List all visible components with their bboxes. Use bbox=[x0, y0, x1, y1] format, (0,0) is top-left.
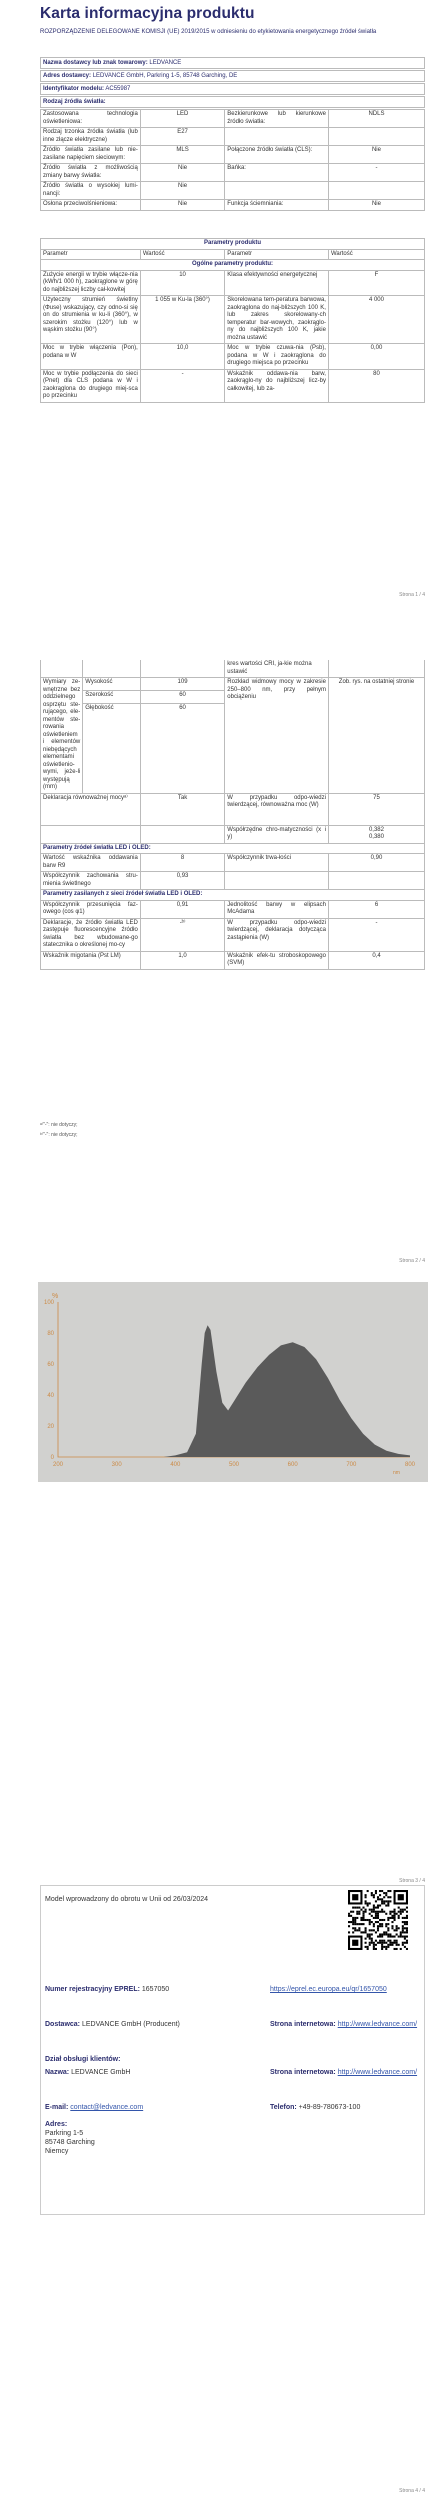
height-value: 109 bbox=[140, 678, 224, 691]
width-label: Szerokość bbox=[83, 690, 141, 703]
website2-link[interactable]: http://www.ledvance.com/ bbox=[337, 2069, 418, 2076]
width-value: 60 bbox=[140, 690, 224, 703]
page-2 bbox=[0, 640, 445, 1280]
general-param-value: - bbox=[140, 369, 224, 402]
mains-param-value-2: 6 bbox=[328, 900, 424, 918]
type-param-value-2: Nie bbox=[328, 146, 424, 164]
address-line-2: 85748 Garching bbox=[45, 2139, 95, 2146]
mains-param-value: -ᵇ⁾ bbox=[140, 918, 224, 951]
type-param-value-2: NDLS bbox=[328, 110, 424, 128]
mains-param-label: Deklaracje, że źródło światła LED zastępuje fluorescencyjne źródło światła bez wbudowane-go statecznika o określonej mo-cy bbox=[41, 918, 141, 951]
col-param-1: Parametr bbox=[41, 249, 141, 260]
general-param-label: Moc w trybie podłączenia do sieci (Pnet) dla CLS podana w W i zaokrąglona do drugiego miej-sca po przecinku bbox=[41, 369, 141, 402]
subtitle: ROZPORZĄDZENIE DELEGOWANE KOMISJI (UE) 2019/2015 w odniesieniu do etykietowania energetycznego źródeł światła bbox=[40, 29, 377, 35]
type-param-label-2: Bezkierunkowe lub kierunkowe źródło światła: bbox=[225, 110, 329, 128]
qr-code-icon[interactable] bbox=[348, 1890, 408, 1950]
mains-params-header: Parametry zasilanych z sieci źródeł światła LED i OLED: bbox=[41, 890, 425, 901]
led-param-label: Wartość wskaźnika oddawania barw R9 bbox=[41, 854, 141, 872]
page-number: Strona 4 / 4 bbox=[399, 2488, 425, 2494]
address-block bbox=[45, 2120, 95, 2156]
type-param-label: Osłona przeciwolśnieniowa: bbox=[41, 200, 141, 211]
type-param-label-2 bbox=[225, 128, 329, 146]
type-param-value: E27 bbox=[140, 128, 224, 146]
x-tick-label: 600 bbox=[287, 1462, 298, 1468]
type-param-value-2: - bbox=[328, 164, 424, 182]
general-param-value-2: 4 000 bbox=[328, 296, 424, 344]
dimensions-label: Wymiary ze-wnętrzne bez oddzielnego osprzętu ste-rującego, ele-mentów ste-rowania oświetleniem i elementów niebędących elementami oświetlenio-wymi, jeże-li występują (mm) bbox=[41, 678, 83, 794]
page-number: Strona 2 / 4 bbox=[399, 1258, 425, 1264]
eprel-label: Numer rejestracyjny EPREL: bbox=[45, 1986, 140, 1993]
y-tick-label: 100 bbox=[43, 1300, 54, 1306]
y-tick-label: 0 bbox=[50, 1455, 54, 1461]
mains-param-label-2: W przypadku odpo-wiedzi twierdzącej, deklaracja dotycząca zastąpienia (W) bbox=[225, 918, 329, 951]
website2-label: Strona internetowa: bbox=[270, 2069, 336, 2076]
market-text: Model wprowadzony do obrotu w Unii od 26/03/2024 bbox=[45, 1896, 209, 1903]
type-row bbox=[41, 146, 425, 164]
website-link[interactable]: http://www.ledvance.com/ bbox=[337, 2021, 418, 2028]
email-label: E-mail: bbox=[45, 2104, 69, 2111]
led-row bbox=[41, 854, 425, 872]
model-row bbox=[40, 83, 425, 95]
type-param-label: Zastosowana technologia oświetleniowa: bbox=[41, 110, 141, 128]
equiv-label: Deklaracja równoważnej mocyᵃ⁾ bbox=[41, 793, 141, 825]
general-param-label-2: Klasa efektywności energetycznej bbox=[225, 270, 329, 296]
name-label: Nazwa: bbox=[45, 2069, 70, 2076]
footnote-b: ᵇ⁾"-": nie dotyczy; bbox=[40, 1132, 78, 1138]
type-param-label: Źródło światła zasilane lub nie-zasilane napięciem sieciowym: bbox=[41, 146, 141, 164]
address-label: Adres: bbox=[45, 2121, 68, 2128]
spectral-chart-svg bbox=[38, 1282, 428, 1482]
service-header-text: Dział obsługi klientów: bbox=[45, 2056, 121, 2063]
led-param-label: Współczynnik zachowania stru-mienia świetlnego bbox=[41, 872, 141, 890]
type-param-label: Źródło światła o wysokiej lumi-nancji: bbox=[41, 182, 141, 200]
equiv-right-value: 75 bbox=[328, 793, 424, 825]
type-param-label: Rodzaj trzonka źródła światła (lub inne złącze elektryczne) bbox=[41, 128, 141, 146]
x-tick-label: 800 bbox=[404, 1462, 416, 1468]
cri-continued: kres wartości CRI, ja-kie można ustawić bbox=[225, 660, 329, 678]
type-row bbox=[41, 182, 425, 200]
chroma-label: Współrzędne chro-matyczności (x i y) bbox=[225, 825, 329, 843]
spectral-label: Rozkład widmowy mocy w zakresie 250–800 nm, przy pełnym obciążeniu bbox=[225, 678, 329, 794]
params-continued-table bbox=[40, 660, 425, 970]
x-tick-label: 400 bbox=[170, 1462, 181, 1468]
led-param-label-2 bbox=[225, 872, 329, 890]
x-tick-label: 700 bbox=[346, 1462, 357, 1468]
col-param-2: Parametr bbox=[225, 249, 329, 260]
address-line-3: Niemcy bbox=[45, 2148, 69, 2155]
model-label: Identyfikator modelu: bbox=[43, 86, 105, 92]
spectrum-area bbox=[58, 1325, 410, 1457]
general-param-row bbox=[41, 296, 425, 344]
eprel-value: 1657050 bbox=[141, 1986, 170, 1993]
light-source-type-row bbox=[40, 96, 425, 108]
general-param-value-2: F bbox=[328, 270, 424, 296]
email-row bbox=[45, 2103, 143, 2112]
type-param-value-2: Nie bbox=[328, 200, 424, 211]
type-row bbox=[41, 110, 425, 128]
phone-label: Telefon: bbox=[270, 2104, 297, 2111]
y-tick-label: 80 bbox=[47, 1331, 54, 1337]
led-param-value: 0,93 bbox=[140, 872, 224, 890]
type-row bbox=[41, 128, 425, 146]
page-1 bbox=[0, 0, 445, 640]
type-param-label-2: Bańka: bbox=[225, 164, 329, 182]
col-value-1: Wartość bbox=[140, 249, 224, 260]
y-tick-label: 60 bbox=[47, 1362, 54, 1368]
type-param-value-2 bbox=[328, 128, 424, 146]
equiv-right-label: W przypadku odpo-wiedzi twierdzącej, równoważna moc (W) bbox=[225, 793, 329, 825]
y-tick-label: 20 bbox=[47, 1424, 54, 1430]
x-axis-label: nm bbox=[393, 1470, 400, 1476]
supplier-address-row bbox=[40, 70, 425, 82]
general-param-value-2: 80 bbox=[328, 369, 424, 402]
depth-label: Głębokość bbox=[83, 703, 141, 793]
type-param-label: Źródło światła z możliwością zmiany barwy światła: bbox=[41, 164, 141, 182]
type-param-value: Nie bbox=[140, 200, 224, 211]
equiv-value: Tak bbox=[140, 793, 224, 825]
height-label: Wysokość bbox=[83, 678, 141, 691]
x-tick-label: 200 bbox=[52, 1462, 64, 1468]
supplier-trademark-row bbox=[40, 57, 425, 69]
chroma-y: 0,380 bbox=[368, 834, 384, 840]
led-param-value-2 bbox=[328, 872, 424, 890]
chroma-x: 0,382 bbox=[368, 826, 384, 833]
y-axis-label: % bbox=[52, 1293, 59, 1300]
type-param-label-2: Funkcja ściemniania: bbox=[225, 200, 329, 211]
x-tick-label: 500 bbox=[228, 1462, 240, 1468]
mains-param-value-2: - bbox=[328, 918, 424, 951]
led-params-header: Parametry źródeł światła LED i OLED: bbox=[41, 843, 425, 854]
general-param-row bbox=[41, 344, 425, 370]
general-param-value: 1 055 w Ku-la (360°) bbox=[140, 296, 224, 344]
website2-row bbox=[270, 2068, 420, 2077]
type-param-value: Nie bbox=[140, 182, 224, 200]
type-param-label-2: Połączone źródło światła (CLS): bbox=[225, 146, 329, 164]
led-param-value-2: 0,90 bbox=[328, 854, 424, 872]
general-param-row bbox=[41, 369, 425, 402]
general-param-label-2: Skorelowana tem-peratura barwowa, zaokrąglona do naj-bliższych 100 K, lub zakres skorelowany-ch temperatur bar-wowych, zaokrąglo-ny do najbliższych 100 K, jakie można ustawić bbox=[225, 296, 329, 344]
general-param-value: 10,0 bbox=[140, 344, 224, 370]
website-row bbox=[270, 2020, 420, 2029]
light-source-type-label: Rodzaj źródła światła: bbox=[43, 99, 106, 105]
led-param-label-2: Współczynnik trwa-łości bbox=[225, 854, 329, 872]
mains-row bbox=[41, 918, 425, 951]
type-param-value: MLS bbox=[140, 146, 224, 164]
eprel-row bbox=[45, 1985, 169, 1994]
general-param-value-2: 0,00 bbox=[328, 344, 424, 370]
general-param-label: Moc w trybie włączenia (Pon), podana w W bbox=[41, 344, 141, 370]
params-table bbox=[40, 238, 425, 403]
supplier-trademark-value: LEDVANCE bbox=[149, 60, 182, 66]
supplier-address-label: Adres dostawcy: bbox=[43, 73, 92, 79]
mains-param-label-2: Jednolitość barwy w elipsach McAdama bbox=[225, 900, 329, 918]
mains-param-label: Wskaźnik migotania (Pst LM) bbox=[41, 951, 141, 969]
supplier-trademark-label: Nazwa dostawcy lub znak towarowy: bbox=[43, 60, 148, 66]
mains-param-value-2: 0,4 bbox=[328, 951, 424, 969]
phone-row bbox=[270, 2103, 360, 2112]
type-param-value-2 bbox=[328, 182, 424, 200]
type-param-value: LED bbox=[140, 110, 224, 128]
chroma-value bbox=[328, 825, 424, 843]
general-params-header: Ogólne parametry produktu: bbox=[41, 260, 425, 271]
x-tick-label: 300 bbox=[111, 1462, 122, 1468]
service-header bbox=[45, 2055, 120, 2064]
col-value-2: Wartość bbox=[328, 249, 424, 260]
mains-param-label-2: Wskaźnik efek-tu stroboskopowego (SVM) bbox=[225, 951, 329, 969]
supplier-label: Dostawca: bbox=[45, 2021, 81, 2028]
name-value: LEDVANCE GmbH bbox=[71, 2069, 131, 2076]
type-row bbox=[41, 200, 425, 211]
page-number: Strona 1 / 4 bbox=[399, 592, 425, 598]
eprel-link[interactable]: https://eprel.ec.europa.eu/qr/1657050 bbox=[270, 1986, 387, 1993]
name-row bbox=[45, 2068, 130, 2077]
general-param-row bbox=[41, 270, 425, 296]
type-param-label-2 bbox=[225, 182, 329, 200]
spectral-chart bbox=[38, 1282, 428, 1482]
supplier-row bbox=[45, 2020, 180, 2029]
general-param-label: Użyteczny strumień świetlny (Φuse) wskazujący, czy odno-si się on do strumienia w ku-li (360°), w szerokim stożku (120°) lub w wąskim stożku (90°) bbox=[41, 296, 141, 344]
type-row bbox=[41, 164, 425, 182]
general-param-label-2: Wskaźnik oddawa-nia barw, zaokrąglo-ny do najbliższej licz-by całkowitej, lub za- bbox=[225, 369, 329, 402]
y-tick-label: 40 bbox=[47, 1393, 54, 1399]
spectral-value: Zob. rys. na ostatniej stronie bbox=[328, 678, 424, 794]
mains-param-label: Współczynnik przesunięcia faz-owego (cos φ1) bbox=[41, 900, 141, 918]
mains-param-value: 0,91 bbox=[140, 900, 224, 918]
led-param-value: 8 bbox=[140, 854, 224, 872]
general-param-label: Zużycie energii w trybie włącze-nia (kWh/1 000 h), zaokrąglone w górę do najbliższej liczby cał-kowitej bbox=[41, 270, 141, 296]
led-row bbox=[41, 872, 425, 890]
general-param-label-2: Moc w trybie czuwa-nia (Psb), podana w W i zaokrąglona do drugiego miejsca po przecinku bbox=[225, 344, 329, 370]
params-header: Parametry produktu bbox=[41, 239, 425, 250]
page-number: Strona 3 / 4 bbox=[399, 1878, 425, 1884]
supplier-value: LEDVANCE GmbH (Producent) bbox=[81, 2021, 180, 2028]
phone-value: +49-89-780673-100 bbox=[298, 2104, 361, 2111]
general-param-value: 10 bbox=[140, 270, 224, 296]
mains-row bbox=[41, 900, 425, 918]
mains-param-value: 1,0 bbox=[140, 951, 224, 969]
email-link[interactable]: contact@ledvance.com bbox=[70, 2104, 144, 2111]
depth-value: 60 bbox=[140, 703, 224, 793]
model-value: AC55987 bbox=[105, 86, 131, 92]
mains-row bbox=[41, 951, 425, 969]
supplier-address-value: LEDVANCE GmbH, Parkring 1-5, 85748 Garching, DE bbox=[92, 73, 238, 79]
footnote-a: ᵃ⁾"-": nie dotyczy; bbox=[40, 1122, 78, 1128]
address-line-1: Parkring 1-5 bbox=[45, 2130, 84, 2137]
type-table bbox=[40, 109, 425, 211]
website-label: Strona internetowa: bbox=[270, 2021, 336, 2028]
page-title: Karta informacyjna produktu bbox=[40, 5, 255, 22]
type-param-value: Nie bbox=[140, 164, 224, 182]
